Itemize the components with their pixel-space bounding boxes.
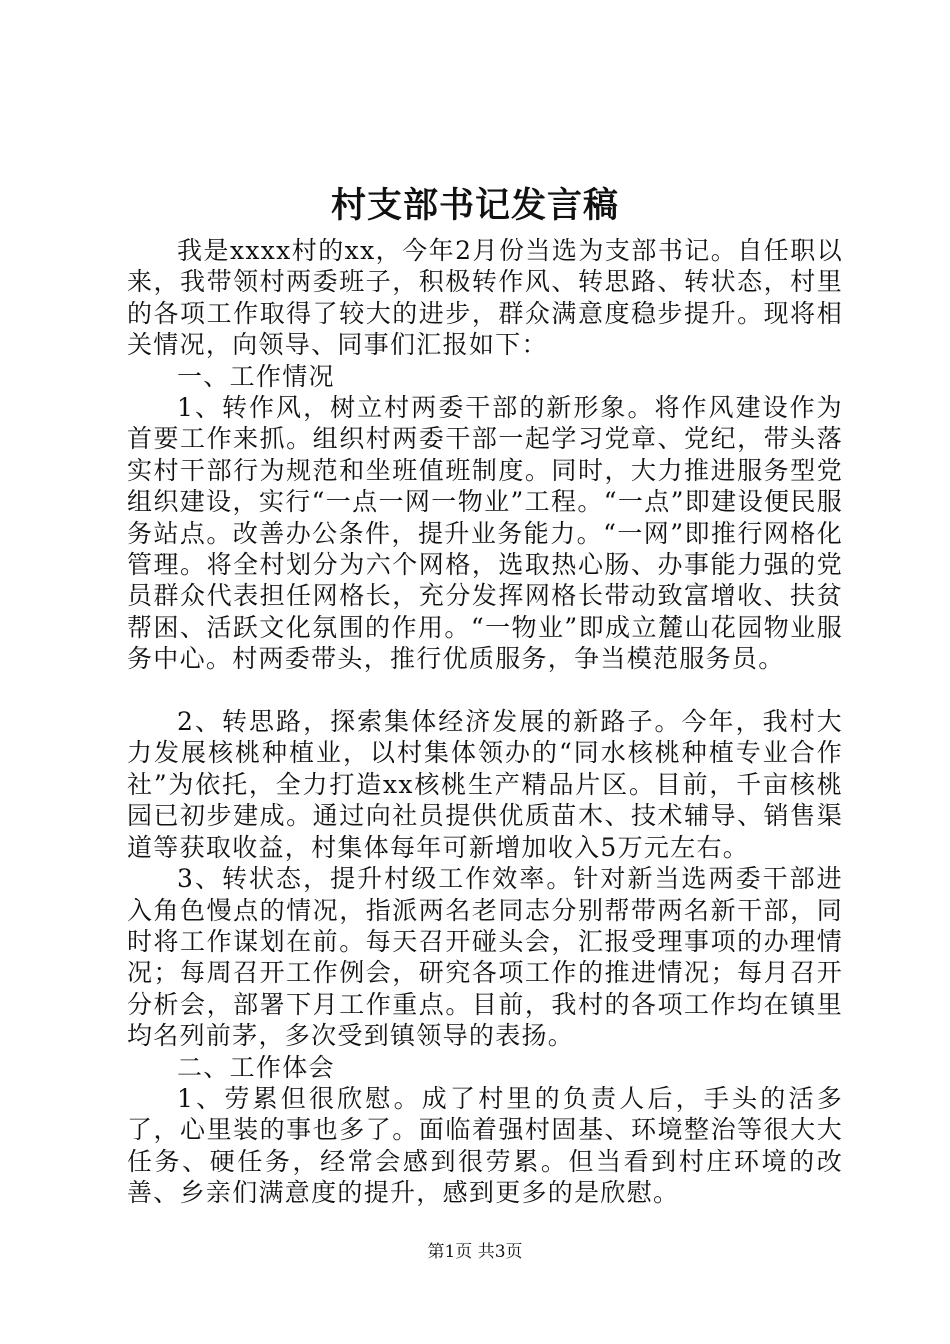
paragraph-item-2: 2、转思路，探索集体经济发展的新路子。今年，我村大力发展核桃种植业，以村集体领办的“同水核桃种植专业合作社”为依托，全力打造xx核桃生产精品片区。目前，千亩核桃园已初步建成。通过向社员提供优质苗木、技术辅导、销售渠道等获取收益，村集体每年可新增加收入5万元左右。	[127, 707, 843, 862]
paragraph-intro: 我是xxxx村的xx，今年2月份当选为支部书记。自任职以来，我带领村两委班子，积极转作风、转思路、转状态，村里的各项工作取得了较大的进步，群众满意度稳步提升。现将相关情况，向领导、同事们汇报如下：	[127, 236, 843, 360]
paragraph-item-1: 1、转作风，树立村两委干部的新形象。将作风建设作为首要工作来抓。组织村两委干部一起学习党章、党纪，带头落实村干部行为规范和坐班值班制度。同时，大力推进服务型党组织建设，实行“一点一网一物业”工程。“一点”即建设便民服务站点。改善办公条件，提升业务能力。“一网”即推行网格化管理。将全村划分为六个网格，选取热心肠、办事能力强的党员群众代表担任网格长，充分发挥网格长带动致富增收、扶贫帮困、活跃文化氛围的作用。“一物业”即成立麓山花园物业服务中心。村两委带头，推行优质服务，争当模范服务员。	[127, 393, 843, 674]
section-heading-work-status: 一、工作情况	[177, 361, 335, 391]
section-heading-work-experience: 二、工作体会	[177, 1052, 335, 1082]
document-body	[127, 235, 843, 1209]
page-number-footer: 第1页 共3页	[427, 1242, 523, 1262]
paragraph-item-3: 3、转状态，提升村级工作效率。针对新当选两委干部进入角色慢点的情况，指派两名老同志分别帮带两名新干部，同时将工作谋划在前。每天召开碰头会，汇报受理事项的办理情况；每周召开工作例会，研究各项工作的推进情况；每月召开分析会，部署下月工作重点。目前，我村的各项工作均在镇里均名列前茅，多次受到镇领导的表扬。	[127, 864, 843, 1051]
paragraph-spacer	[127, 675, 843, 706]
document-title: 村支部书记发言稿	[330, 185, 619, 226]
paragraph-experience-1: 1、劳累但很欣慰。成了村里的负责人后，手头的活多了，心里装的事也多了。面临着强村固基、环境整治等很大大任务、硬任务，经常会感到很劳累。但当看到村庄环境的改善、乡亲们满意度的提升，感到更多的是欣慰。	[127, 1083, 843, 1208]
